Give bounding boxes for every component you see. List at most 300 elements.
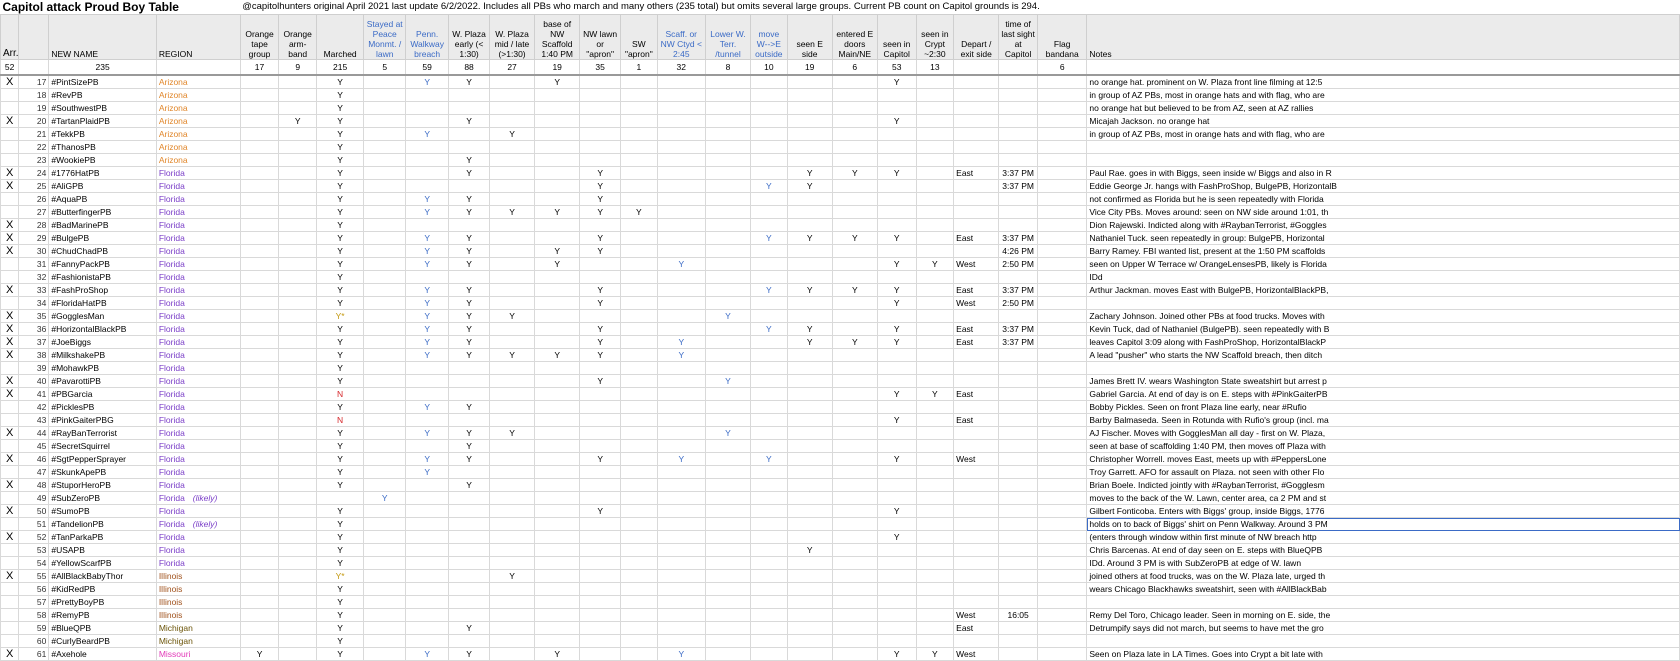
cell-nws[interactable]: Y bbox=[535, 349, 580, 362]
cell-flag[interactable] bbox=[1037, 271, 1086, 284]
cell-name[interactable]: #ChudChadPB bbox=[49, 245, 156, 258]
cell-name[interactable]: #RevPB bbox=[49, 89, 156, 102]
cell-orange-tape[interactable] bbox=[240, 336, 279, 349]
cell-move[interactable] bbox=[751, 622, 788, 635]
cell-move[interactable] bbox=[751, 388, 788, 401]
cell-move[interactable] bbox=[751, 297, 788, 310]
cell-flag[interactable] bbox=[1037, 596, 1086, 609]
cell-orange-tape[interactable] bbox=[240, 479, 279, 492]
column-header-seen-e[interactable]: seen E side bbox=[787, 15, 832, 60]
cell-lower[interactable] bbox=[705, 570, 750, 583]
cell-seen-e[interactable] bbox=[787, 518, 832, 531]
cell-time[interactable] bbox=[999, 635, 1038, 648]
cell-region[interactable] bbox=[156, 128, 240, 141]
cell-depart[interactable] bbox=[954, 492, 999, 505]
total-capitol[interactable]: 53 bbox=[877, 60, 916, 76]
cell-scaff[interactable] bbox=[657, 245, 705, 258]
cell-move[interactable]: Y bbox=[751, 323, 788, 336]
cell-seen-e[interactable] bbox=[787, 245, 832, 258]
cell-flag[interactable] bbox=[1037, 310, 1086, 323]
column-header-entered[interactable]: entered E doors Main/NE bbox=[832, 15, 877, 60]
cell-notes[interactable]: (enters through window within first minute of NW breach http bbox=[1087, 531, 1680, 544]
cell-capitol[interactable] bbox=[877, 128, 916, 141]
cell-marched[interactable]: Y bbox=[316, 635, 363, 648]
cell-entered[interactable] bbox=[832, 102, 877, 115]
cell-seen-e[interactable] bbox=[787, 388, 832, 401]
cell-sw[interactable] bbox=[621, 609, 658, 622]
cell-stayed[interactable] bbox=[364, 583, 406, 596]
cell-name[interactable]: #PrettyBoyPB bbox=[49, 596, 156, 609]
cell-orange-arm[interactable] bbox=[279, 440, 317, 453]
cell-wpm[interactable] bbox=[489, 102, 534, 115]
cell-wpm[interactable] bbox=[489, 557, 534, 570]
cell-marched[interactable]: Y bbox=[316, 128, 363, 141]
cell-time[interactable] bbox=[999, 362, 1038, 375]
cell-capitol[interactable]: Y bbox=[877, 531, 916, 544]
cell-arr[interactable]: X bbox=[1, 115, 19, 128]
cell-lower[interactable] bbox=[705, 440, 750, 453]
cell-depart[interactable] bbox=[954, 102, 999, 115]
cell-depart[interactable] bbox=[954, 479, 999, 492]
cell-stayed[interactable] bbox=[364, 89, 406, 102]
column-header-penn[interactable]: Penn. Walkway breach bbox=[406, 15, 449, 60]
cell-nws[interactable] bbox=[535, 544, 580, 557]
cell-notes[interactable]: Barry Ramey. FBI wanted list, present at the 1:50 PM scaffolds bbox=[1087, 245, 1680, 258]
cell-arr[interactable] bbox=[1, 609, 19, 622]
cell-region[interactable] bbox=[156, 453, 240, 466]
cell-penn[interactable] bbox=[406, 180, 449, 193]
cell-marched[interactable]: Y bbox=[316, 284, 363, 297]
cell-scaff[interactable] bbox=[657, 401, 705, 414]
cell-capitol[interactable]: Y bbox=[877, 388, 916, 401]
cell-nwl[interactable]: Y bbox=[580, 297, 621, 310]
cell-move[interactable]: Y bbox=[751, 453, 788, 466]
cell-arr[interactable]: X bbox=[1, 505, 19, 518]
cell-crypt[interactable] bbox=[916, 336, 954, 349]
cell-entered[interactable] bbox=[832, 648, 877, 661]
cell-wpm[interactable] bbox=[489, 648, 534, 661]
cell-time[interactable]: 2:50 PM bbox=[999, 297, 1038, 310]
cell-wpm[interactable]: Y bbox=[489, 570, 534, 583]
cell-num[interactable]: 35 bbox=[19, 310, 49, 323]
cell-num[interactable]: 47 bbox=[19, 466, 49, 479]
cell-nwl[interactable]: Y bbox=[580, 375, 621, 388]
cell-lower[interactable] bbox=[705, 635, 750, 648]
cell-orange-tape[interactable] bbox=[240, 492, 279, 505]
cell-lower[interactable] bbox=[705, 102, 750, 115]
cell-notes[interactable] bbox=[1087, 154, 1680, 167]
cell-nwl[interactable] bbox=[580, 75, 621, 89]
cell-move[interactable] bbox=[751, 141, 788, 154]
cell-seen-e[interactable] bbox=[787, 375, 832, 388]
cell-crypt[interactable]: Y bbox=[916, 388, 954, 401]
column-header-wpe[interactable]: W. Plaza early (< 1:30) bbox=[449, 15, 490, 60]
cell-flag[interactable] bbox=[1037, 505, 1086, 518]
cell-time[interactable] bbox=[999, 492, 1038, 505]
cell-nwl[interactable]: Y bbox=[580, 245, 621, 258]
cell-crypt[interactable] bbox=[916, 154, 954, 167]
column-header-flag[interactable]: Flag bandana bbox=[1037, 15, 1086, 60]
cell-capitol[interactable]: Y bbox=[877, 336, 916, 349]
cell-orange-arm[interactable] bbox=[279, 388, 317, 401]
cell-orange-tape[interactable] bbox=[240, 362, 279, 375]
cell-orange-arm[interactable] bbox=[279, 401, 317, 414]
cell-arr[interactable] bbox=[1, 414, 19, 427]
total-notes[interactable] bbox=[1087, 60, 1680, 76]
column-header-arr[interactable]: Arr. bbox=[1, 15, 19, 60]
cell-name[interactable]: #FashProShop bbox=[49, 284, 156, 297]
cell-depart[interactable]: East bbox=[954, 336, 999, 349]
cell-sw[interactable] bbox=[621, 271, 658, 284]
cell-capitol[interactable] bbox=[877, 375, 916, 388]
cell-num[interactable]: 52 bbox=[19, 531, 49, 544]
cell-time[interactable]: 4:26 PM bbox=[999, 245, 1038, 258]
cell-region[interactable] bbox=[156, 336, 240, 349]
cell-orange-arm[interactable] bbox=[279, 531, 317, 544]
cell-sw[interactable] bbox=[621, 570, 658, 583]
cell-crypt[interactable] bbox=[916, 362, 954, 375]
cell-seen-e[interactable] bbox=[787, 128, 832, 141]
cell-stayed[interactable] bbox=[364, 544, 406, 557]
cell-lower[interactable] bbox=[705, 206, 750, 219]
cell-lower[interactable] bbox=[705, 583, 750, 596]
cell-penn[interactable] bbox=[406, 141, 449, 154]
cell-entered[interactable] bbox=[832, 75, 877, 89]
cell-nws[interactable]: Y bbox=[535, 75, 580, 89]
cell-notes[interactable]: in group of AZ PBs, most in orange hats and with flag, who are bbox=[1087, 89, 1680, 102]
cell-depart[interactable] bbox=[954, 635, 999, 648]
cell-name[interactable]: #ThanosPB bbox=[49, 141, 156, 154]
cell-arr[interactable]: X bbox=[1, 336, 19, 349]
cell-depart[interactable] bbox=[954, 128, 999, 141]
cell-depart[interactable] bbox=[954, 89, 999, 102]
total-wpe[interactable]: 88 bbox=[449, 60, 490, 76]
cell-stayed[interactable] bbox=[364, 310, 406, 323]
cell-sw[interactable] bbox=[621, 323, 658, 336]
cell-marched[interactable]: Y bbox=[316, 232, 363, 245]
cell-seen-e[interactable] bbox=[787, 206, 832, 219]
cell-orange-tape[interactable] bbox=[240, 401, 279, 414]
cell-scaff[interactable] bbox=[657, 167, 705, 180]
cell-nws[interactable]: Y bbox=[535, 206, 580, 219]
cell-penn[interactable] bbox=[406, 219, 449, 232]
cell-penn[interactable]: Y bbox=[406, 284, 449, 297]
cell-orange-arm[interactable] bbox=[279, 349, 317, 362]
cell-lower[interactable]: Y bbox=[705, 310, 750, 323]
cell-wpe[interactable]: Y bbox=[449, 622, 490, 635]
cell-arr[interactable] bbox=[1, 544, 19, 557]
cell-orange-tape[interactable]: Y bbox=[240, 648, 279, 661]
cell-arr[interactable] bbox=[1, 557, 19, 570]
cell-marched[interactable]: Y bbox=[316, 206, 363, 219]
cell-scaff[interactable] bbox=[657, 414, 705, 427]
cell-sw[interactable] bbox=[621, 544, 658, 557]
cell-marched[interactable]: Y bbox=[316, 141, 363, 154]
cell-name[interactable]: #ButterfingerPB bbox=[49, 206, 156, 219]
cell-scaff[interactable] bbox=[657, 440, 705, 453]
cell-seen-e[interactable] bbox=[787, 102, 832, 115]
cell-lower[interactable] bbox=[705, 544, 750, 557]
cell-nwl[interactable]: Y bbox=[580, 349, 621, 362]
cell-num[interactable]: 18 bbox=[19, 89, 49, 102]
cell-orange-arm[interactable] bbox=[279, 258, 317, 271]
cell-region[interactable] bbox=[156, 388, 240, 401]
cell-arr[interactable]: X bbox=[1, 531, 19, 544]
cell-marched[interactable]: Y bbox=[316, 401, 363, 414]
cell-name[interactable]: #TandelionPB bbox=[49, 518, 156, 531]
cell-stayed[interactable] bbox=[364, 336, 406, 349]
cell-crypt[interactable] bbox=[916, 622, 954, 635]
cell-seen-e[interactable]: Y bbox=[787, 167, 832, 180]
cell-move[interactable]: Y bbox=[751, 180, 788, 193]
cell-crypt[interactable] bbox=[916, 635, 954, 648]
cell-sw[interactable] bbox=[621, 427, 658, 440]
cell-crypt[interactable] bbox=[916, 544, 954, 557]
cell-move[interactable] bbox=[751, 102, 788, 115]
cell-name[interactable]: #MilkshakePB bbox=[49, 349, 156, 362]
cell-time[interactable] bbox=[999, 219, 1038, 232]
cell-marched[interactable]: Y bbox=[316, 154, 363, 167]
cell-time[interactable]: 3:37 PM bbox=[999, 284, 1038, 297]
cell-orange-tape[interactable] bbox=[240, 531, 279, 544]
cell-nwl[interactable] bbox=[580, 466, 621, 479]
cell-crypt[interactable] bbox=[916, 557, 954, 570]
cell-depart[interactable] bbox=[954, 557, 999, 570]
cell-marched[interactable]: Y bbox=[316, 466, 363, 479]
cell-nwl[interactable]: Y bbox=[580, 167, 621, 180]
cell-penn[interactable] bbox=[406, 609, 449, 622]
cell-depart[interactable]: East bbox=[954, 388, 999, 401]
cell-lower[interactable] bbox=[705, 284, 750, 297]
total-orange-arm[interactable]: 9 bbox=[279, 60, 317, 76]
cell-marched[interactable]: Y bbox=[316, 375, 363, 388]
column-header-marched[interactable]: Marched bbox=[316, 15, 363, 60]
cell-stayed[interactable]: Y bbox=[364, 492, 406, 505]
cell-penn[interactable] bbox=[406, 531, 449, 544]
cell-notes[interactable]: moves to the back of the W. Lawn, center area, ca 2 PM and st bbox=[1087, 492, 1680, 505]
cell-capitol[interactable]: Y bbox=[877, 232, 916, 245]
cell-num[interactable]: 46 bbox=[19, 453, 49, 466]
cell-wpe[interactable] bbox=[449, 531, 490, 544]
cell-capitol[interactable] bbox=[877, 245, 916, 258]
cell-orange-arm[interactable] bbox=[279, 505, 317, 518]
cell-penn[interactable] bbox=[406, 596, 449, 609]
cell-capitol[interactable]: Y bbox=[877, 323, 916, 336]
column-header-stayed[interactable]: Stayed at Peace Monmt. / lawn bbox=[364, 15, 406, 60]
cell-arr[interactable] bbox=[1, 102, 19, 115]
cell-nwl[interactable] bbox=[580, 271, 621, 284]
cell-capitol[interactable] bbox=[877, 206, 916, 219]
cell-seen-e[interactable] bbox=[787, 75, 832, 89]
cell-orange-arm[interactable] bbox=[279, 570, 317, 583]
cell-nwl[interactable] bbox=[580, 492, 621, 505]
cell-depart[interactable]: West bbox=[954, 297, 999, 310]
cell-capitol[interactable] bbox=[877, 102, 916, 115]
cell-name[interactable]: #Axehole bbox=[49, 648, 156, 661]
cell-marched[interactable]: Y bbox=[316, 518, 363, 531]
cell-lower[interactable] bbox=[705, 271, 750, 284]
cell-num[interactable]: 22 bbox=[19, 141, 49, 154]
cell-capitol[interactable] bbox=[877, 154, 916, 167]
cell-notes[interactable]: Christopher Worrell. moves East, meets up with #PeppersLone bbox=[1087, 453, 1680, 466]
cell-crypt[interactable] bbox=[916, 583, 954, 596]
cell-capitol[interactable]: Y bbox=[877, 505, 916, 518]
cell-name[interactable]: #FloridaHatPB bbox=[49, 297, 156, 310]
cell-depart[interactable] bbox=[954, 375, 999, 388]
cell-orange-tape[interactable] bbox=[240, 167, 279, 180]
cell-move[interactable] bbox=[751, 427, 788, 440]
cell-crypt[interactable] bbox=[916, 102, 954, 115]
cell-wpe[interactable]: Y bbox=[449, 453, 490, 466]
cell-lower[interactable]: Y bbox=[705, 375, 750, 388]
cell-crypt[interactable] bbox=[916, 518, 954, 531]
cell-depart[interactable]: West bbox=[954, 609, 999, 622]
cell-penn[interactable]: Y bbox=[406, 453, 449, 466]
cell-notes[interactable]: Remy Del Toro, Chicago leader. Seen in morning on E. side, the bbox=[1087, 609, 1680, 622]
cell-lower[interactable] bbox=[705, 245, 750, 258]
cell-orange-arm[interactable]: Y bbox=[279, 115, 317, 128]
cell-arr[interactable] bbox=[1, 141, 19, 154]
total-move[interactable]: 10 bbox=[751, 60, 788, 76]
cell-wpm[interactable] bbox=[489, 297, 534, 310]
column-header-name[interactable]: NEW NAME bbox=[49, 15, 156, 60]
cell-num[interactable]: 38 bbox=[19, 349, 49, 362]
cell-scaff[interactable] bbox=[657, 583, 705, 596]
cell-crypt[interactable] bbox=[916, 505, 954, 518]
cell-region[interactable] bbox=[156, 635, 240, 648]
cell-lower[interactable] bbox=[705, 466, 750, 479]
cell-nwl[interactable] bbox=[580, 102, 621, 115]
cell-depart[interactable] bbox=[954, 440, 999, 453]
cell-flag[interactable] bbox=[1037, 128, 1086, 141]
cell-wpe[interactable]: Y bbox=[449, 427, 490, 440]
cell-num[interactable]: 25 bbox=[19, 180, 49, 193]
cell-orange-arm[interactable] bbox=[279, 219, 317, 232]
cell-nwl[interactable] bbox=[580, 440, 621, 453]
cell-flag[interactable] bbox=[1037, 453, 1086, 466]
total-name[interactable]: 235 bbox=[49, 60, 156, 76]
cell-move[interactable] bbox=[751, 167, 788, 180]
cell-notes[interactable]: seen on Upper W Terrace w/ OrangeLensesPB, likely is Florida bbox=[1087, 258, 1680, 271]
cell-time[interactable] bbox=[999, 375, 1038, 388]
cell-stayed[interactable] bbox=[364, 206, 406, 219]
cell-wpm[interactable] bbox=[489, 609, 534, 622]
total-wpm[interactable]: 27 bbox=[489, 60, 534, 76]
cell-wpm[interactable] bbox=[489, 167, 534, 180]
cell-lower[interactable] bbox=[705, 505, 750, 518]
cell-entered[interactable] bbox=[832, 388, 877, 401]
cell-depart[interactable] bbox=[954, 401, 999, 414]
cell-entered[interactable] bbox=[832, 297, 877, 310]
cell-arr[interactable] bbox=[1, 297, 19, 310]
cell-depart[interactable] bbox=[954, 362, 999, 375]
cell-wpm[interactable] bbox=[489, 271, 534, 284]
cell-marched[interactable]: Y bbox=[316, 479, 363, 492]
cell-wpe[interactable] bbox=[449, 128, 490, 141]
cell-lower[interactable] bbox=[705, 401, 750, 414]
cell-notes[interactable]: AJ Fischer. Moves with GogglesMan all day - first on W. Plaza, bbox=[1087, 427, 1680, 440]
sheet-title[interactable]: Capitol attack Proud Boy Table bbox=[2, 0, 179, 14]
cell-wpe[interactable] bbox=[449, 89, 490, 102]
cell-marched[interactable] bbox=[316, 492, 363, 505]
cell-wpm[interactable] bbox=[489, 440, 534, 453]
cell-penn[interactable]: Y bbox=[406, 232, 449, 245]
cell-crypt[interactable] bbox=[916, 349, 954, 362]
cell-depart[interactable] bbox=[954, 570, 999, 583]
cell-notes[interactable]: A lead "pusher" who starts the NW Scaffold breach, then ditch bbox=[1087, 349, 1680, 362]
cell-nws[interactable] bbox=[535, 388, 580, 401]
cell-lower[interactable] bbox=[705, 596, 750, 609]
total-nwl[interactable]: 35 bbox=[580, 60, 621, 76]
cell-notes[interactable]: IDd bbox=[1087, 271, 1680, 284]
cell-nwl[interactable] bbox=[580, 89, 621, 102]
cell-orange-tape[interactable] bbox=[240, 544, 279, 557]
cell-orange-arm[interactable] bbox=[279, 557, 317, 570]
cell-region[interactable] bbox=[156, 323, 240, 336]
cell-time[interactable] bbox=[999, 570, 1038, 583]
cell-orange-tape[interactable] bbox=[240, 466, 279, 479]
cell-wpe[interactable] bbox=[449, 505, 490, 518]
cell-entered[interactable] bbox=[832, 596, 877, 609]
cell-scaff[interactable] bbox=[657, 128, 705, 141]
cell-orange-tape[interactable] bbox=[240, 622, 279, 635]
cell-num[interactable]: 48 bbox=[19, 479, 49, 492]
cell-flag[interactable] bbox=[1037, 635, 1086, 648]
cell-wpe[interactable]: Y bbox=[449, 167, 490, 180]
cell-nwl[interactable] bbox=[580, 154, 621, 167]
cell-region[interactable] bbox=[156, 648, 240, 661]
cell-num[interactable]: 41 bbox=[19, 388, 49, 401]
cell-wpm[interactable] bbox=[489, 115, 534, 128]
cell-region[interactable] bbox=[156, 531, 240, 544]
cell-orange-tape[interactable] bbox=[240, 102, 279, 115]
cell-wpe[interactable] bbox=[449, 271, 490, 284]
cell-sw[interactable] bbox=[621, 388, 658, 401]
cell-scaff[interactable] bbox=[657, 609, 705, 622]
cell-capitol[interactable] bbox=[877, 362, 916, 375]
cell-orange-arm[interactable] bbox=[279, 648, 317, 661]
cell-penn[interactable] bbox=[406, 362, 449, 375]
cell-time[interactable]: 16:05 bbox=[999, 609, 1038, 622]
cell-move[interactable] bbox=[751, 557, 788, 570]
cell-crypt[interactable] bbox=[916, 232, 954, 245]
cell-entered[interactable]: Y bbox=[832, 167, 877, 180]
cell-orange-tape[interactable] bbox=[240, 310, 279, 323]
cell-lower[interactable] bbox=[705, 128, 750, 141]
cell-name[interactable]: #HorizontalBlackPB bbox=[49, 323, 156, 336]
cell-marched[interactable]: Y bbox=[316, 219, 363, 232]
cell-crypt[interactable] bbox=[916, 570, 954, 583]
cell-marched[interactable]: Y bbox=[316, 544, 363, 557]
cell-orange-tape[interactable] bbox=[240, 635, 279, 648]
cell-depart[interactable] bbox=[954, 531, 999, 544]
cell-orange-tape[interactable] bbox=[240, 115, 279, 128]
cell-depart[interactable] bbox=[954, 310, 999, 323]
cell-flag[interactable] bbox=[1037, 544, 1086, 557]
cell-penn[interactable] bbox=[406, 102, 449, 115]
cell-sw[interactable] bbox=[621, 622, 658, 635]
cell-flag[interactable] bbox=[1037, 414, 1086, 427]
cell-name[interactable]: #PintSizePB bbox=[49, 75, 156, 89]
cell-marched[interactable]: Y bbox=[316, 89, 363, 102]
cell-capitol[interactable]: Y bbox=[877, 284, 916, 297]
cell-num[interactable]: 43 bbox=[19, 414, 49, 427]
sheet-info[interactable]: @capitolhunters original April 2021 last update 6/2/2022. Includes all PBs who march and many others (235 total) but omits several large groups. Current PB count on Capitol grounds is 294. bbox=[242, 1, 1040, 12]
cell-orange-arm[interactable] bbox=[279, 336, 317, 349]
cell-crypt[interactable] bbox=[916, 245, 954, 258]
cell-flag[interactable] bbox=[1037, 557, 1086, 570]
cell-crypt[interactable] bbox=[916, 219, 954, 232]
